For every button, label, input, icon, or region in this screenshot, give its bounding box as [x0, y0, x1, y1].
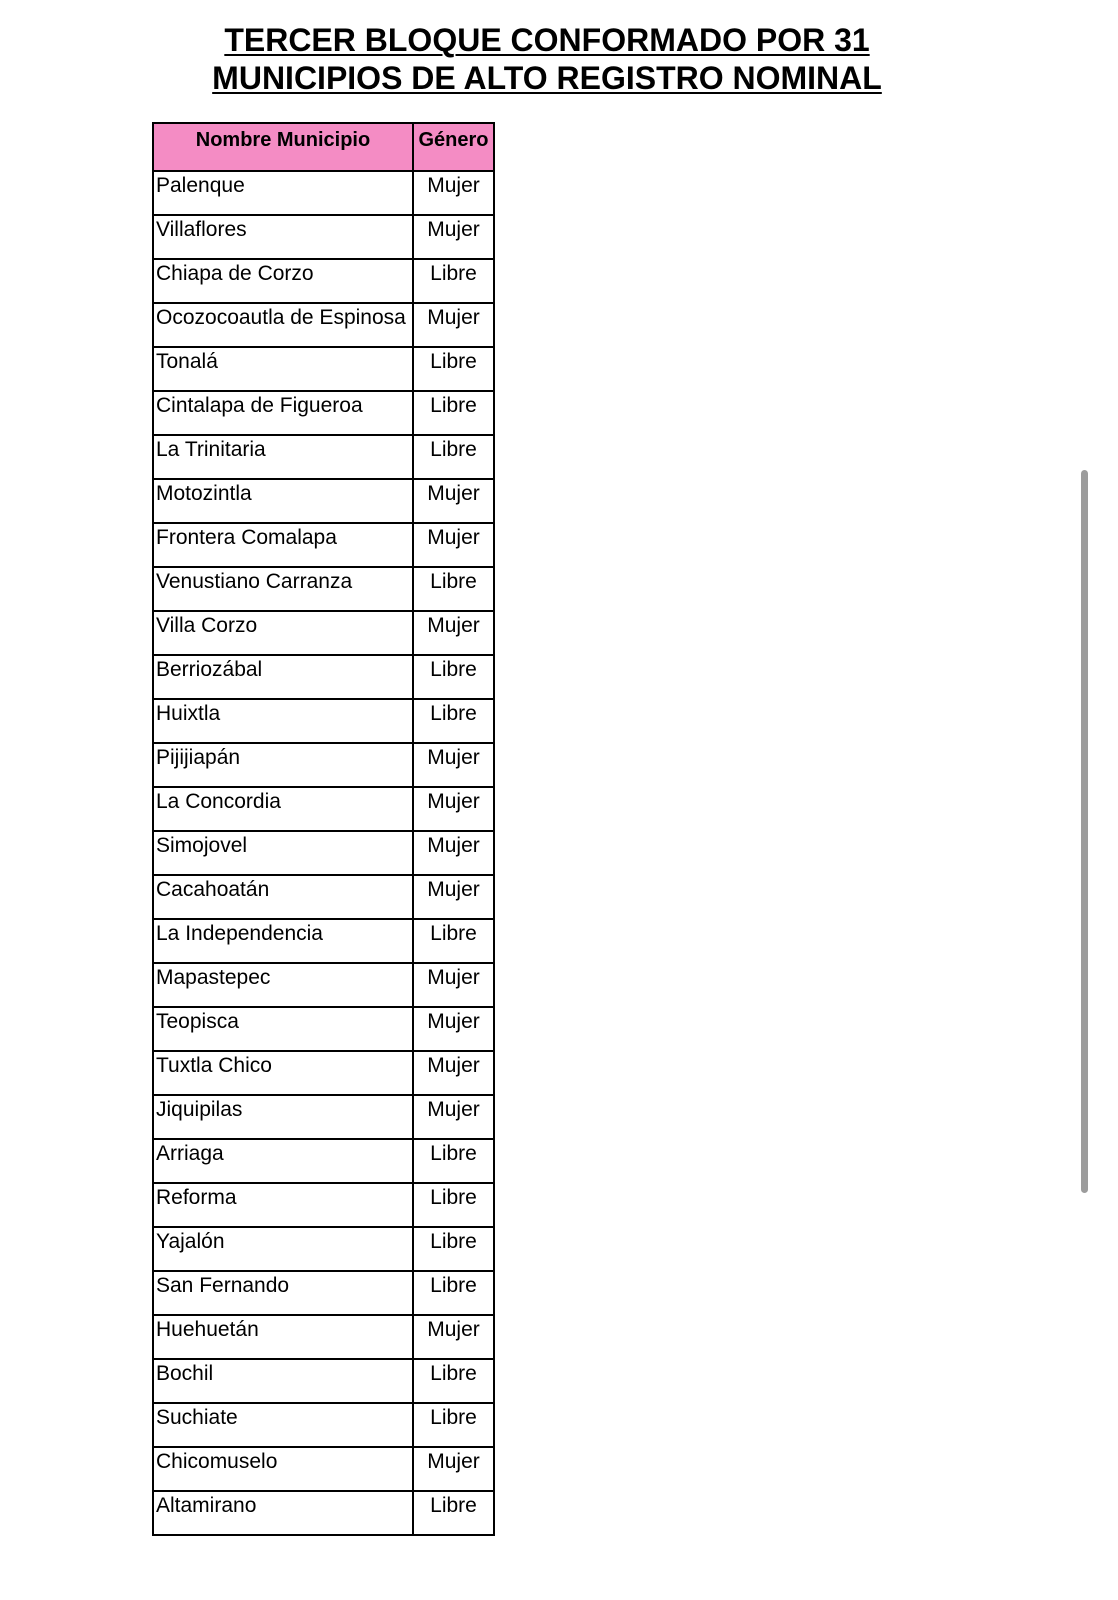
table-row	[153, 171, 494, 215]
table-row	[153, 1095, 494, 1139]
genero-cell: Libre	[413, 1359, 494, 1403]
municipio-cell: Teopisca	[153, 1007, 413, 1051]
municipio-cell: Pijijiapán	[153, 743, 413, 787]
table-row	[153, 347, 494, 391]
municipio-cell: Palenque	[153, 171, 413, 215]
municipio-cell: Villa Corzo	[153, 611, 413, 655]
genero-cell: Libre	[413, 347, 494, 391]
table-row	[153, 1359, 494, 1403]
table-row	[153, 391, 494, 435]
genero-cell: Mujer	[413, 1315, 494, 1359]
municipio-cell: La Concordia	[153, 787, 413, 831]
genero-cell: Libre	[413, 1227, 494, 1271]
table-row	[153, 303, 494, 347]
genero-cell: Libre	[413, 1271, 494, 1315]
genero-cell: Mujer	[413, 479, 494, 523]
municipio-cell: Tonalá	[153, 347, 413, 391]
genero-cell: Mujer	[413, 831, 494, 875]
table-row	[153, 919, 494, 963]
genero-cell: Mujer	[413, 303, 494, 347]
genero-cell: Libre	[413, 1183, 494, 1227]
municipio-cell: Reforma	[153, 1183, 413, 1227]
title-line-2: MUNICIPIOS DE ALTO REGISTRO NOMINAL	[212, 60, 882, 96]
table-row	[153, 787, 494, 831]
municipio-cell: Chicomuselo	[153, 1447, 413, 1491]
municipio-cell: Mapastepec	[153, 963, 413, 1007]
table-row	[153, 479, 494, 523]
table-row	[153, 1227, 494, 1271]
table-row	[153, 435, 494, 479]
municipio-cell: Simojovel	[153, 831, 413, 875]
municipio-cell: Arriaga	[153, 1139, 413, 1183]
municipio-cell: Yajalón	[153, 1227, 413, 1271]
table-row	[153, 1315, 494, 1359]
municipio-cell: La Independencia	[153, 919, 413, 963]
municipio-cell: Cacahoatán	[153, 875, 413, 919]
genero-cell: Mujer	[413, 963, 494, 1007]
genero-cell: Libre	[413, 435, 494, 479]
genero-cell: Libre	[413, 391, 494, 435]
municipio-cell: Suchiate	[153, 1403, 413, 1447]
municipio-cell: Altamirano	[153, 1491, 413, 1535]
municipio-cell: Huixtla	[153, 699, 413, 743]
table-row	[153, 1183, 494, 1227]
genero-cell: Libre	[413, 655, 494, 699]
vertical-scrollbar[interactable]	[1081, 470, 1088, 1193]
table-row	[153, 743, 494, 787]
table-row	[153, 655, 494, 699]
genero-cell: Libre	[413, 699, 494, 743]
municipio-cell: Jiquipilas	[153, 1095, 413, 1139]
municipio-cell: Chiapa de Corzo	[153, 259, 413, 303]
genero-cell: Mujer	[413, 1007, 494, 1051]
genero-cell: Mujer	[413, 1095, 494, 1139]
genero-cell: Mujer	[413, 875, 494, 919]
genero-cell: Mujer	[413, 743, 494, 787]
municipio-cell: Frontera Comalapa	[153, 523, 413, 567]
municipio-cell: Ocozocoautla de Espinosa	[153, 303, 413, 347]
table-row	[153, 699, 494, 743]
municipio-cell: Venustiano Carranza	[153, 567, 413, 611]
genero-cell: Libre	[413, 1403, 494, 1447]
genero-cell: Mujer	[413, 523, 494, 567]
genero-cell: Mujer	[413, 215, 494, 259]
genero-cell: Libre	[413, 1491, 494, 1535]
table-row	[153, 1447, 494, 1491]
document-title	[0, 21, 1094, 97]
municipio-cell: Huehuetán	[153, 1315, 413, 1359]
table-row	[153, 215, 494, 259]
genero-cell: Mujer	[413, 171, 494, 215]
genero-cell: Mujer	[413, 1051, 494, 1095]
table-row	[153, 875, 494, 919]
genero-cell: Libre	[413, 1139, 494, 1183]
genero-cell: Mujer	[413, 1447, 494, 1491]
table-row	[153, 1271, 494, 1315]
municipio-cell: San Fernando	[153, 1271, 413, 1315]
table-row	[153, 1051, 494, 1095]
genero-cell: Libre	[413, 259, 494, 303]
genero-cell: Mujer	[413, 611, 494, 655]
table-row	[153, 1403, 494, 1447]
municipio-cell: La Trinitaria	[153, 435, 413, 479]
municipio-cell: Motozintla	[153, 479, 413, 523]
genero-cell: Libre	[413, 567, 494, 611]
table-row	[153, 611, 494, 655]
table-row	[153, 1007, 494, 1051]
table-row	[153, 567, 494, 611]
table-row	[153, 831, 494, 875]
header-nombre-municipio: Nombre Municipio	[153, 123, 413, 171]
table-header-row	[153, 123, 494, 171]
title-line-1: TERCER BLOQUE CONFORMADO POR 31	[224, 22, 870, 58]
table-row	[153, 1491, 494, 1535]
municipio-cell: Berriozábal	[153, 655, 413, 699]
genero-cell: Mujer	[413, 787, 494, 831]
municipios-table	[152, 122, 495, 1536]
table-row	[153, 963, 494, 1007]
table-row	[153, 259, 494, 303]
municipio-cell: Tuxtla Chico	[153, 1051, 413, 1095]
table-row	[153, 523, 494, 567]
header-genero: Género	[413, 123, 494, 171]
municipio-cell: Bochil	[153, 1359, 413, 1403]
genero-cell: Libre	[413, 919, 494, 963]
table-row	[153, 1139, 494, 1183]
municipio-cell: Villaflores	[153, 215, 413, 259]
municipio-cell: Cintalapa de Figueroa	[153, 391, 413, 435]
